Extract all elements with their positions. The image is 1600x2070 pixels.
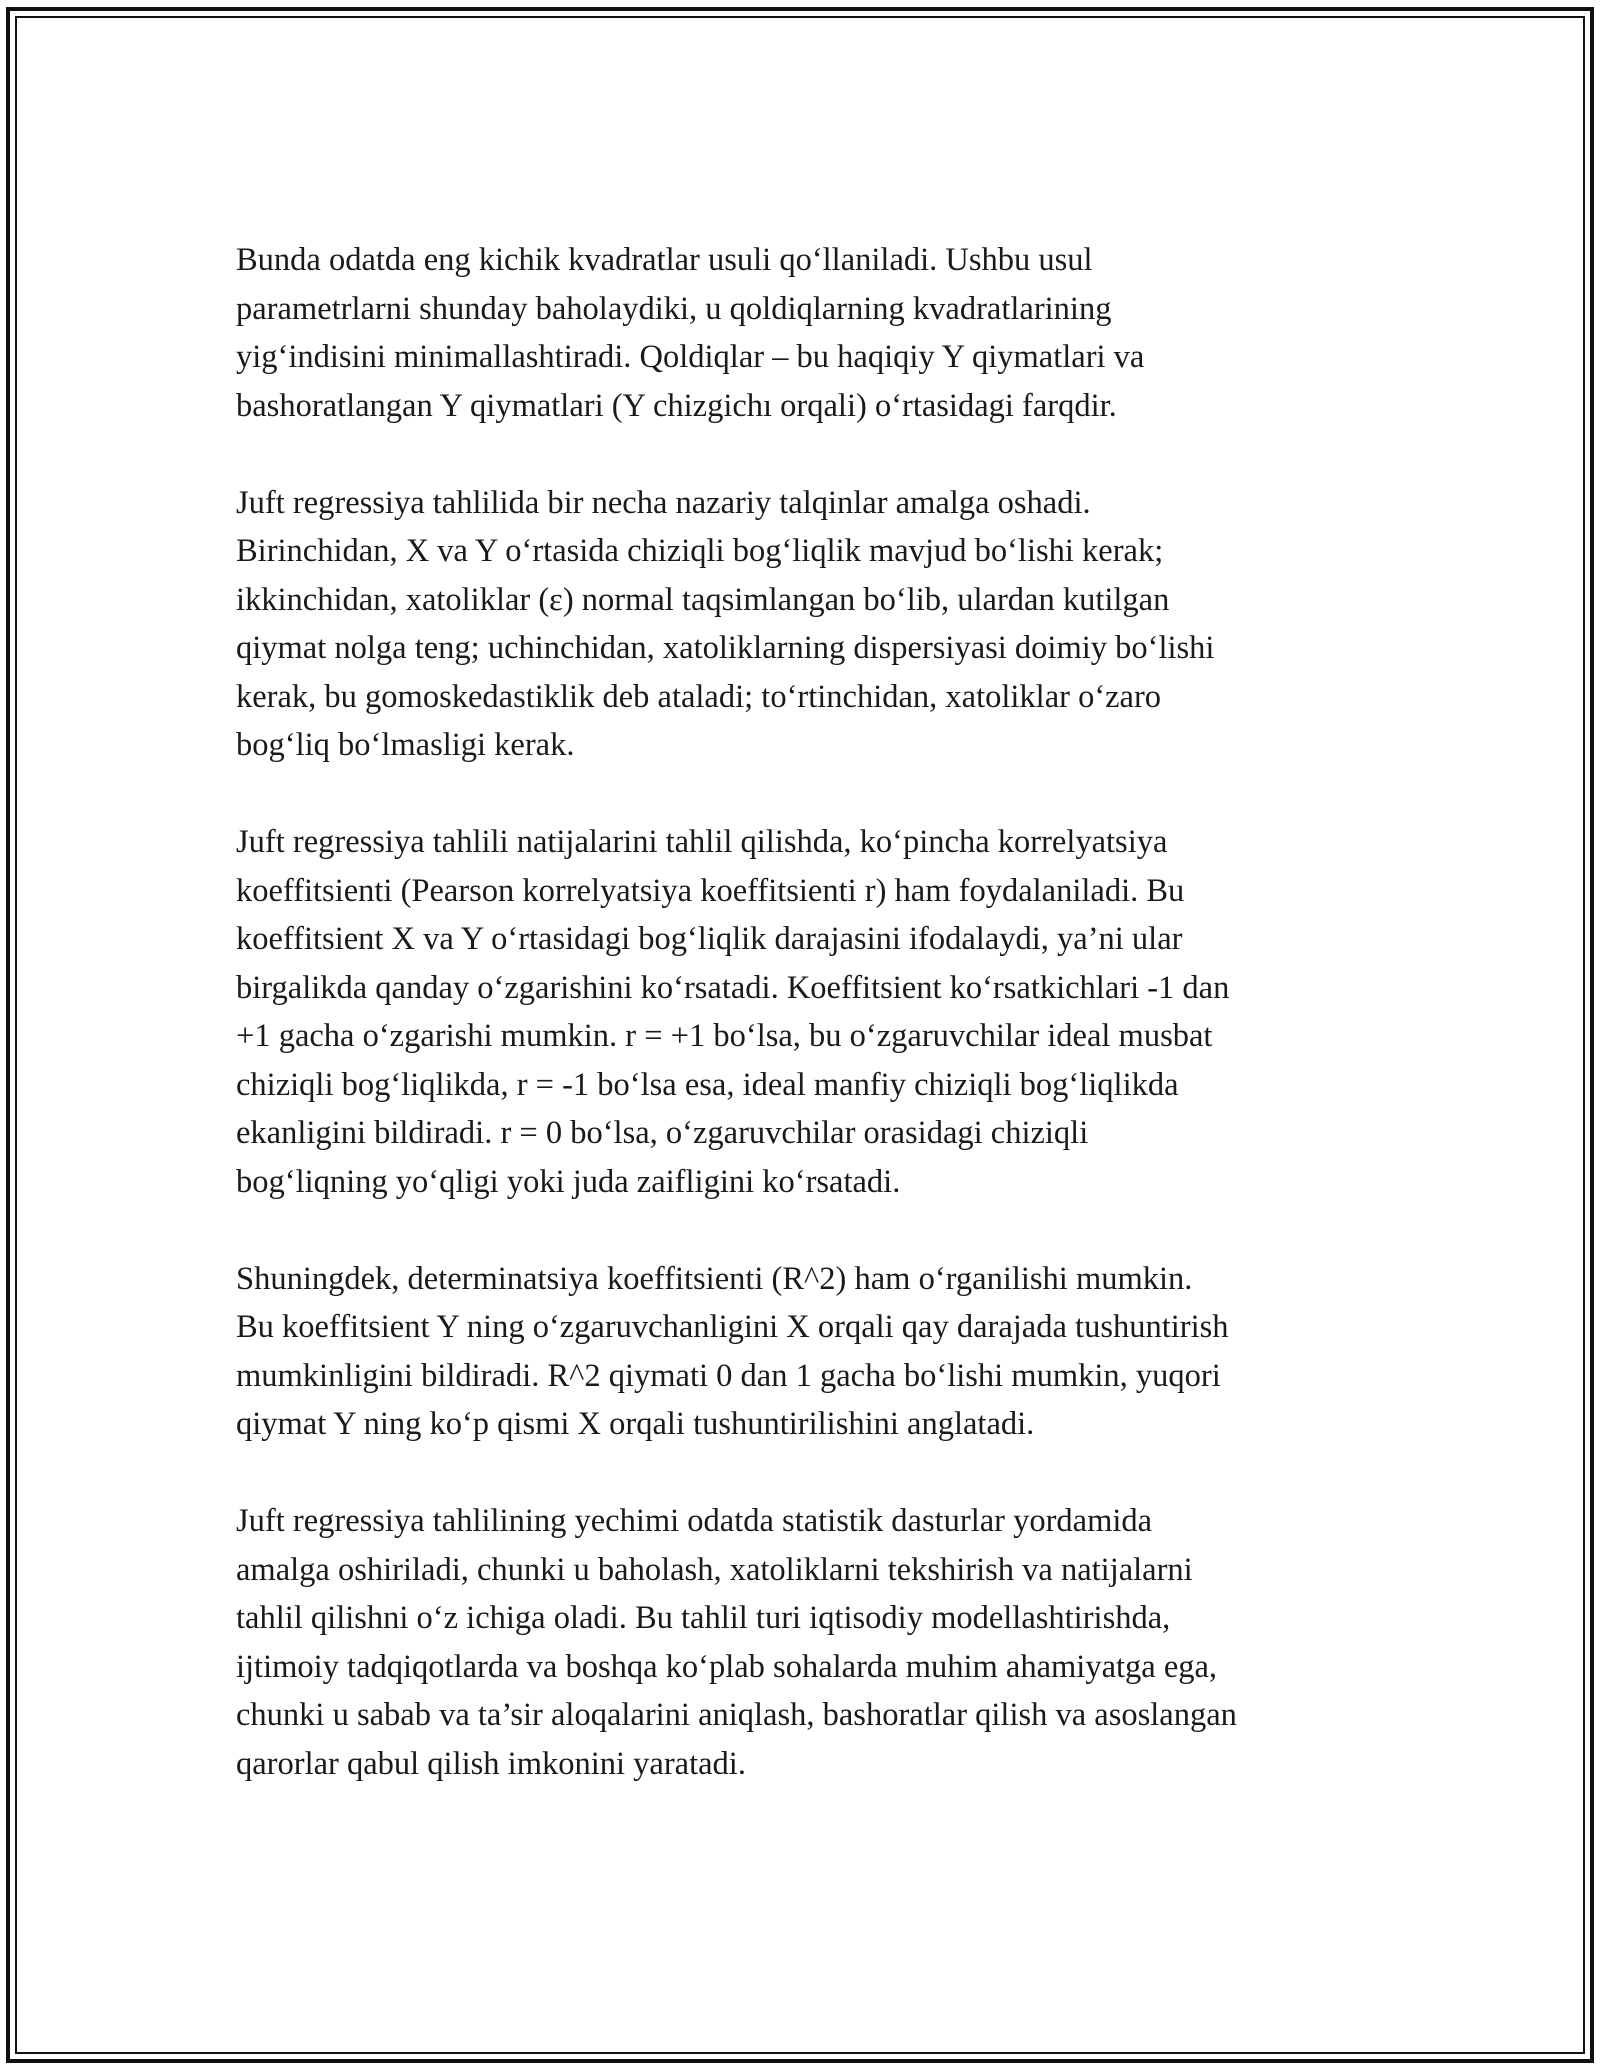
text-line: ekanligini bildiradi. r = 0 bo‘lsa, o‘zgaruvchilar orasidagi chiziqli	[236, 1115, 1089, 1151]
paragraph-correlation	[236, 818, 1376, 1206]
text-line: bog‘liq bo‘lmasligi kerak.	[236, 727, 575, 763]
text-line: parametrlarni shunday baholaydiki, u qoldiqlarning kvadratlarining	[236, 290, 1112, 327]
text-line: qiymat nolga teng; uchinchidan, xatoliklarning dispersiyasi doimiy bo‘lishi	[236, 630, 1215, 666]
text-line: ijtimoiy tadqiqotlarda va boshqa ko‘plab sohalarda muhim ahamiyatga ega,	[236, 1648, 1218, 1685]
text-line: bog‘liqning yo‘qligi yoki juda zaifligini ko‘rsatadi.	[236, 1163, 901, 1200]
text-line: birgalikda qanday o‘zgarishini ko‘rsatadi. Koeffitsient ko‘rsatkichlari -1 dan	[236, 969, 1230, 1006]
text-line: mumkinligini bildiradi. R^2 qiymati 0 dan 1 gacha bo‘lishi mumkin, yuqori	[236, 1357, 1221, 1394]
text-line: Juft regressiya tahlilining yechimi odatda statistik dasturlar yordamida	[236, 1503, 1153, 1539]
text-line: chunki u sabab va ta’sir aloqalarini aniqlash, bashoratlar qilish va asoslangan	[236, 1697, 1237, 1733]
paragraph-least-squares	[236, 236, 1376, 430]
text-line: chiziqli bog‘liqlikda, r = -1 bo‘lsa esa, ideal manfiy chiziqli bog‘liqlikda	[236, 1066, 1179, 1103]
text-line: kerak, bu gomoskedastiklik deb ataladi; to‘rtinchidan, xatoliklar o‘zaro	[236, 678, 1162, 715]
paragraph-determination	[236, 1255, 1376, 1449]
text-line: Juft regressiya tahlilida bir necha nazariy talqinlar amalga oshadi.	[236, 484, 1091, 521]
text-line: +1 gacha o‘zgarishi mumkin. r = +1 bo‘lsa, bu o‘zgaruvchilar ideal musbat	[236, 1018, 1213, 1054]
text-line: qarorlar qabul qilish imkonini yaratadi.	[236, 1745, 746, 1782]
paragraph-assumptions	[236, 479, 1376, 770]
text-line: yig‘indisini minimallashtiradi. Qoldiqlar – bu haqiqiy Y qiymatlari va	[236, 339, 1145, 375]
paragraph-software	[236, 1497, 1376, 1788]
text-line: koeffitsienti (Pearson korrelyatsiya koeffitsienti r) ham foydalaniladi. Bu	[236, 872, 1185, 909]
text-line: Bunda odatda eng kichik kvadratlar usuli qo‘llaniladi. Ushbu usul	[236, 242, 1093, 278]
text-line: Birinchidan, X va Y o‘rtasida chiziqli bog‘liqlik mavjud bo‘lishi kerak;	[236, 533, 1164, 569]
text-line: ikkinchidan, xatoliklar (ε) normal taqsimlangan bo‘lib, ulardan kutilgan	[236, 581, 1170, 618]
text-line: bashoratlangan Y qiymatlari (Y chizgichı orqali) o‘rtasidagi farqdir.	[236, 387, 1117, 424]
text-line: koeffitsient X va Y o‘rtasidagi bog‘liqlik darajasini ifodalaydi, ya’ni ular	[236, 921, 1183, 957]
text-line: Bu koeffitsient Y ning o‘zgaruvchanligini X orqali qay darajada tushuntirish	[236, 1309, 1229, 1345]
document-body	[236, 236, 1376, 1837]
text-line: tahlil qilishni o‘z ichiga oladi. Bu tahlil turi iqtisodiy modellashtirishda,	[236, 1600, 1171, 1636]
text-line: Juft regressiya tahlili natijalarini tahlil qilishda, ko‘pincha korrelyatsiya	[236, 824, 1168, 860]
text-line: amalga oshiriladi, chunki u baholash, xatoliklarni tekshirish va natijalarni	[236, 1551, 1193, 1588]
text-line: qiymat Y ning ko‘p qismi X orqali tushuntirilishini anglatadi.	[236, 1406, 1035, 1442]
text-line: Shuningdek, determinatsiya koeffitsienti (R^2) ham o‘rganilishi mumkin.	[236, 1260, 1193, 1297]
